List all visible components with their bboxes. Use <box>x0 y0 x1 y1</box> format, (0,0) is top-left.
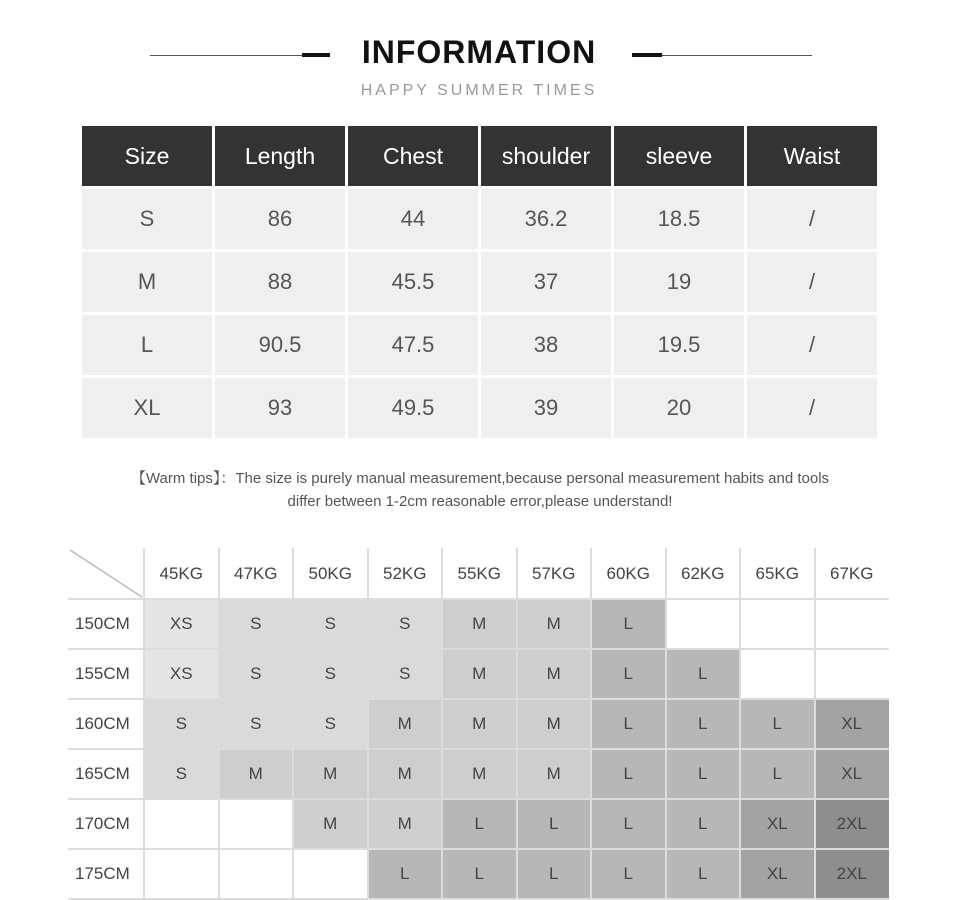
size-table-header: Size <box>82 126 212 186</box>
size-table-cell: 44 <box>348 189 478 249</box>
fit-cell <box>740 599 815 649</box>
fit-cell: M <box>368 799 443 849</box>
size-table-cell: 19.5 <box>614 315 744 375</box>
height-header: 165CM <box>75 764 130 783</box>
weight-header: 65KG <box>755 563 799 583</box>
weight-header: 52KG <box>383 563 427 583</box>
fit-cell: L <box>591 749 666 799</box>
fit-cell: M <box>517 749 592 799</box>
size-table-cell: 86 <box>215 189 345 249</box>
height-header: 160CM <box>75 714 130 733</box>
size-table-header: Length <box>215 126 345 186</box>
fit-cell: M <box>517 599 592 649</box>
fit-cell: M <box>293 799 368 849</box>
size-table-cell: 90.5 <box>215 315 345 375</box>
height-header: 170CM <box>75 814 130 833</box>
size-table-cell: / <box>747 252 877 312</box>
size-table-cell: 38 <box>481 315 611 375</box>
fit-cell: XL <box>740 799 815 849</box>
fit-cell: S <box>144 699 219 749</box>
size-table-cell: 20 <box>614 378 744 438</box>
fit-cell <box>144 799 219 849</box>
grid-line <box>143 548 145 899</box>
grid-line <box>814 548 816 899</box>
size-table-cell: 39 <box>481 378 611 438</box>
fit-cell: S <box>219 599 294 649</box>
fit-cell: M <box>517 649 592 699</box>
fit-cell: XL <box>740 849 815 899</box>
fit-cell: M <box>442 699 517 749</box>
grid-line <box>590 548 592 899</box>
grid-line <box>367 548 369 899</box>
fit-cell: L <box>591 699 666 749</box>
size-table-header: Waist <box>747 126 877 186</box>
size-table-cell: 37 <box>481 252 611 312</box>
fit-cell: XS <box>144 649 219 699</box>
fit-cell: S <box>293 699 368 749</box>
fit-cell: XS <box>144 599 219 649</box>
fit-cell: M <box>442 749 517 799</box>
size-table-cell: 36.2 <box>481 189 611 249</box>
weight-header: 45KG <box>159 563 203 583</box>
fit-cell <box>815 649 890 699</box>
fit-cell: M <box>517 699 592 749</box>
fit-chart <box>68 548 889 899</box>
fit-cell: L <box>740 749 815 799</box>
fit-cell: L <box>368 849 443 899</box>
fit-cell: L <box>517 799 592 849</box>
grid-line <box>68 848 889 850</box>
fit-cell <box>666 599 741 649</box>
title-line-right <box>662 55 812 56</box>
height-header: 155CM <box>75 664 130 683</box>
fit-cell: 2XL <box>815 799 890 849</box>
size-table-cell: / <box>747 378 877 438</box>
fit-cell: S <box>144 749 219 799</box>
weight-header: 55KG <box>457 563 501 583</box>
size-table-cell: 45.5 <box>348 252 478 312</box>
grid-line <box>516 548 518 899</box>
size-table-cell: / <box>747 189 877 249</box>
fit-cell: S <box>368 599 443 649</box>
fit-cell: L <box>591 649 666 699</box>
fit-cell <box>219 799 294 849</box>
fit-cell: L <box>666 749 741 799</box>
height-header: 150CM <box>75 614 130 633</box>
fit-cell <box>293 849 368 899</box>
size-table-cell: 88 <box>215 252 345 312</box>
fit-cell: L <box>666 849 741 899</box>
fit-cell: L <box>442 849 517 899</box>
grid-line <box>441 548 443 899</box>
fit-cell: S <box>293 599 368 649</box>
fit-cell <box>219 849 294 899</box>
warm-tips-line-1: 【Warm tips】：The size is purely manual measurement,because personal measurement habits and tools <box>130 470 830 487</box>
weight-header: 62KG <box>681 563 725 583</box>
fit-cell <box>144 849 219 899</box>
size-table-cell: L <box>82 315 212 375</box>
size-table-header: sleeve <box>614 126 744 186</box>
corner-diagonal <box>68 548 144 599</box>
fit-cell: L <box>591 599 666 649</box>
fit-cell: M <box>293 749 368 799</box>
fit-cell: L <box>591 799 666 849</box>
size-table-cell: 93 <box>215 378 345 438</box>
grid-line <box>68 648 889 650</box>
warm-tips-line-2: differ between 1-2cm reasonable error,please understand! <box>287 493 673 510</box>
weight-header: 60KG <box>606 563 650 583</box>
size-table-cell: 47.5 <box>348 315 478 375</box>
fit-cell: M <box>219 749 294 799</box>
size-table-cell: S <box>82 189 212 249</box>
fit-cell: M <box>368 699 443 749</box>
fit-cell: S <box>219 649 294 699</box>
grid-line <box>68 748 889 750</box>
fit-cell <box>740 649 815 699</box>
size-table-cell: M <box>82 252 212 312</box>
fit-cell: XL <box>815 699 890 749</box>
header <box>0 0 958 110</box>
grid-line <box>68 598 889 600</box>
weight-header: 57KG <box>532 563 576 583</box>
fit-cell: M <box>368 749 443 799</box>
size-table-cell: XL <box>82 378 212 438</box>
fit-cell: S <box>368 649 443 699</box>
fit-cell: M <box>442 599 517 649</box>
weight-header: 50KG <box>308 563 352 583</box>
fit-cell: M <box>442 649 517 699</box>
fit-cell: L <box>740 699 815 749</box>
fit-cell <box>815 599 890 649</box>
grid-line <box>218 548 220 899</box>
warm-tips <box>100 467 860 513</box>
fit-cell: L <box>517 849 592 899</box>
page-subtitle: HAPPY SUMMER TIMES <box>360 82 598 99</box>
weight-header: 47KG <box>234 563 278 583</box>
fit-cell: L <box>442 799 517 849</box>
size-table-header: Chest <box>348 126 478 186</box>
grid-line <box>68 798 889 800</box>
grid-line <box>739 548 741 899</box>
size-table-cell: / <box>747 315 877 375</box>
height-header: 175CM <box>75 864 130 883</box>
fit-cell: L <box>591 849 666 899</box>
grid-line <box>292 548 294 899</box>
fit-cell: S <box>219 699 294 749</box>
size-table-cell: 19 <box>614 252 744 312</box>
fit-cell: XL <box>815 749 890 799</box>
fit-cell: L <box>666 699 741 749</box>
page-title: INFORMATION <box>361 34 597 70</box>
fit-cell: S <box>293 649 368 699</box>
weight-header: 67KG <box>830 563 874 583</box>
size-table-cell: 49.5 <box>348 378 478 438</box>
fit-cell: 2XL <box>815 849 890 899</box>
fit-cell: L <box>666 649 741 699</box>
fit-cell: L <box>666 799 741 849</box>
title-dash-right <box>632 53 662 57</box>
size-table-cell: 18.5 <box>614 189 744 249</box>
size-table-header: shoulder <box>481 126 611 186</box>
grid-line <box>665 548 667 899</box>
grid-line <box>68 698 889 700</box>
